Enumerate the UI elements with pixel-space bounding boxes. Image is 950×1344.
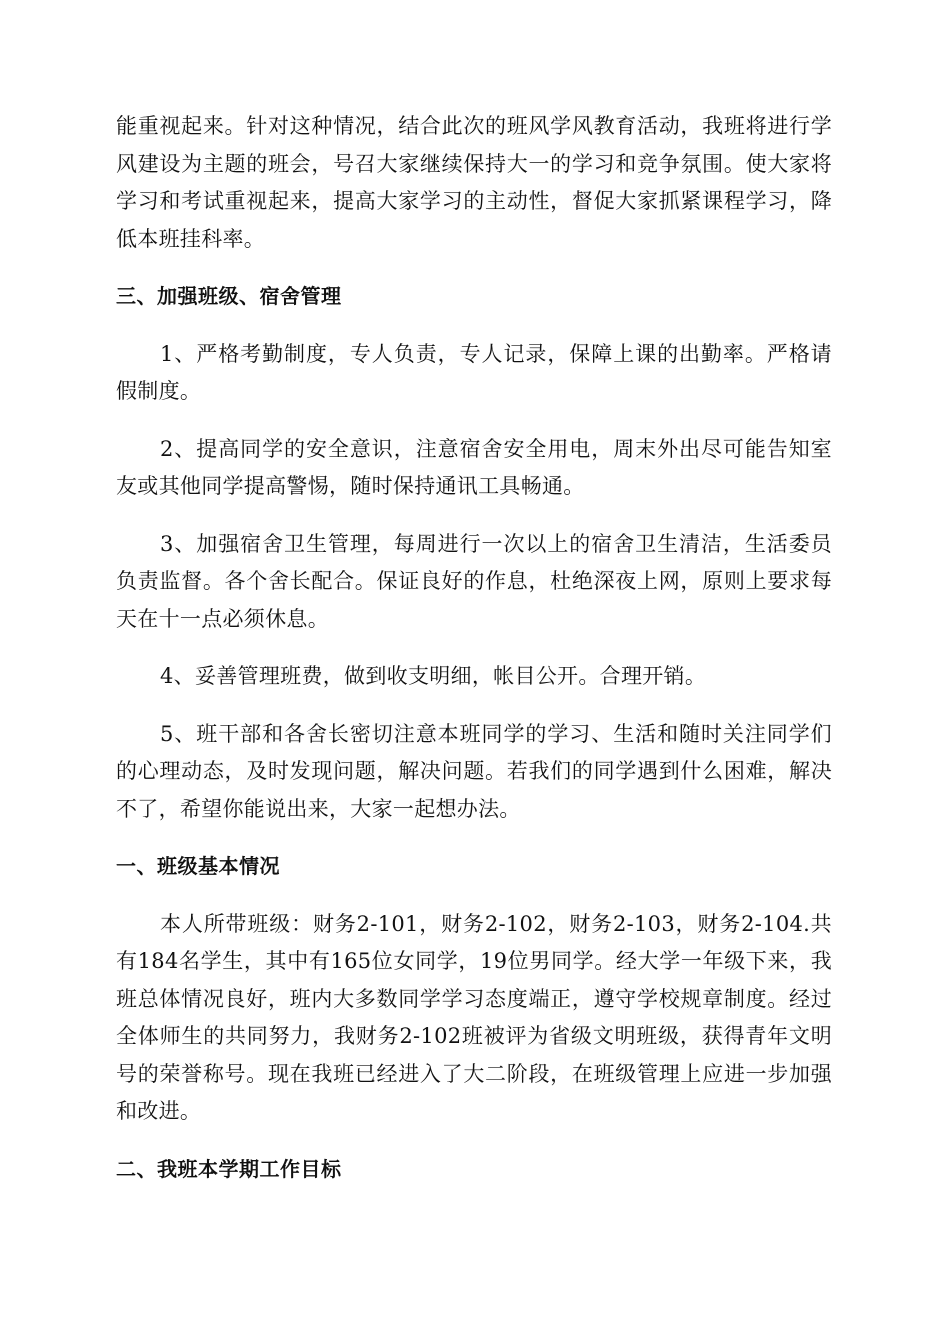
paragraph-attendance: 1、严格考勤制度，专人负责，专人记录，保障上课的出勤率。严格请假制度。 [116, 341, 832, 403]
heading-dorm-management: 三、加强班级、宿舍管理 [116, 284, 342, 308]
paragraph-student-care: 5、班干部和各舍长密切注意本班同学的学习、生活和随时关注同学们的心理动态，及时发现问题，解决问题。若我们的同学遇到什么困难，解决不了，希望你能说出来，大家一起想办法。 [116, 721, 832, 821]
paragraph-safety: 2、提高同学的安全意识，注意宿舍安全用电，周末外出尽可能告知室友或其他同学提高警惕，随时保持通讯工具畅通。 [116, 436, 832, 498]
paragraph-class-overview: 本人所带班级：财务2-101，财务2-102，财务2-103，财务2-104.共有184名学生，其中有165位女同学，19位男同学。经大学一年级下来，我班总体情况良好，班内大多数同学学习态度端正，遵守学校规章制度。经过全体师生的共同努力，我财务2-102班被评为省级文明班级，获得青年文明号的荣誉称号。现在我班已经进入了大二阶段，在班级管理上应进一步加强和改进。 [116, 911, 832, 1123]
heading-semester-goals: 二、我班本学期工作目标 [116, 1156, 342, 1181]
paragraph-class-fund: 4、妥善管理班费，做到收支明细，帐目公开。合理开销。 [160, 664, 707, 688]
paragraph-hygiene: 3、加强宿舍卫生管理，每周进行一次以上的宿舍卫生清洁，生活委员负责监督。各个舍长配合。保证良好的作息，杜绝深夜上网，原则上要求每天在十一点必须休息。 [116, 531, 832, 631]
heading-class-overview: 一、班级基本情况 [116, 854, 280, 878]
paragraph-study-meeting: 能重视起来。针对这种情况，结合此次的班风学风教育活动，我班将进行学风建设为主题的班会，号召大家继续保持大一的学习和竞争氛围。使大家将学习和考试重视起来，提高大家学习的主动性，督促大家抓紧课程学习，降低本班挂科率。 [116, 114, 832, 251]
document-body [116, 108, 832, 1208]
